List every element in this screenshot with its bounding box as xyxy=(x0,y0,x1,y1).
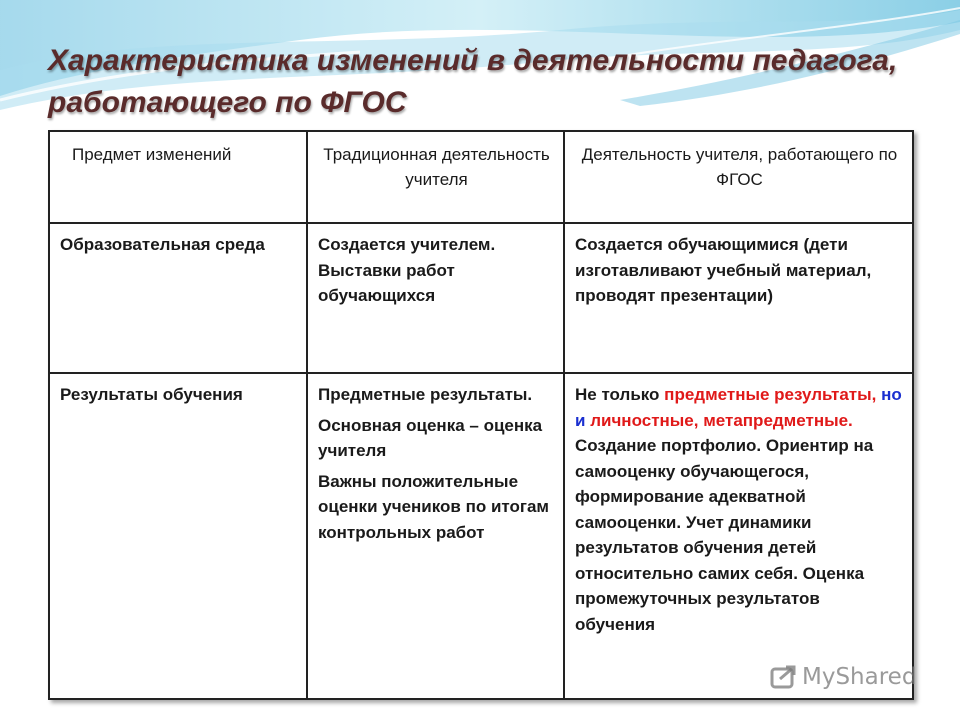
cell-fgos xyxy=(564,373,913,699)
cell-subject: Образовательная среда xyxy=(49,223,307,373)
comparison-table xyxy=(48,130,917,700)
table-row xyxy=(49,223,913,373)
fgos-prefix: Не только xyxy=(575,385,665,404)
table-row xyxy=(49,373,913,699)
cell-fgos: Создается обучающимися (дети изготавливают учебный материал, проводят презентации) xyxy=(564,223,913,373)
fgos-rest: Создание портфолио. Ориентир на самооценку обучающегося, формирование адекватной самооценки. Учет динамики результатов обучения детей относительно самих себя. Оценка промежуточных результатов обучения xyxy=(575,436,874,634)
table-header-row xyxy=(49,131,913,223)
highlight-conjunction: но и xyxy=(575,385,902,430)
cell-traditional: Создается учителем. Выставки работ обучающихся xyxy=(307,223,564,373)
cell-traditional xyxy=(307,373,564,699)
traditional-point: Основная оценка – оценка учителя xyxy=(318,415,543,460)
header-traditional: Традиционная деятельность учителя xyxy=(307,131,564,223)
traditional-point: Предметные результаты. xyxy=(318,385,533,404)
watermark-text: MyShared xyxy=(802,664,917,690)
highlight-subject-results: предметные результаты, xyxy=(664,385,877,404)
cell-subject: Результаты обучения xyxy=(49,373,307,699)
share-icon xyxy=(770,663,798,691)
watermark xyxy=(770,658,930,696)
slide-title: Характеристика изменений в деятельности педагога, работающего по ФГОС xyxy=(48,44,898,119)
highlight-personal-results: личностные, метапредметные. xyxy=(590,410,853,430)
traditional-point: Важны положительные оценки учеников по итогам контрольных работ xyxy=(318,471,550,542)
header-fgos: Деятельность учителя, работающего по ФГОС xyxy=(564,131,913,223)
header-subject: Предмет изменений xyxy=(49,131,307,223)
